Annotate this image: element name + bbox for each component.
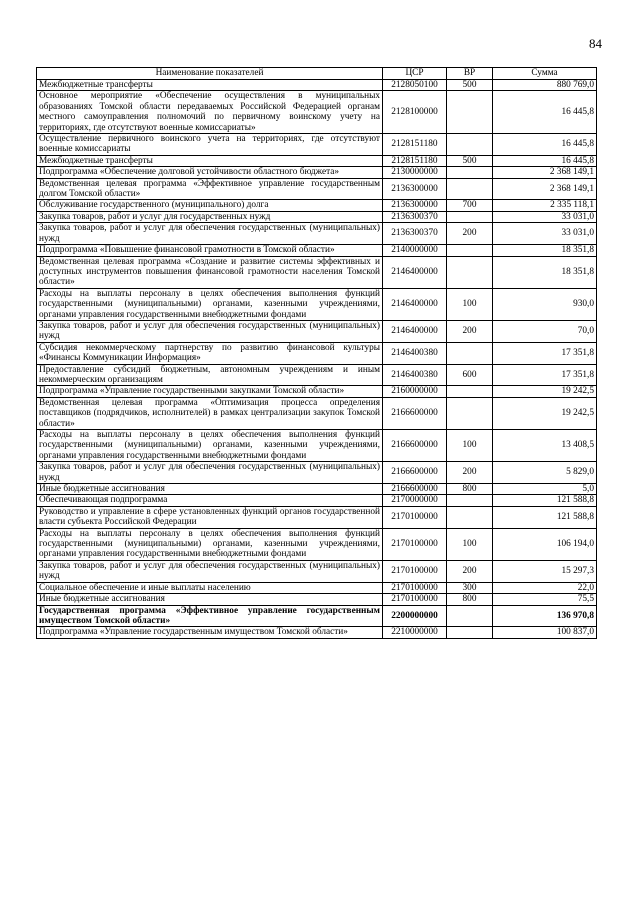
budget-table — [36, 67, 597, 639]
row-name-cell: Ведомственная целевая программа «Создание и развитие системы эффективных и доступных инструментов повышения финансовой грамотности населения Томской области» — [37, 256, 383, 288]
table-row — [37, 495, 597, 506]
row-sum-cell: 16 445,8 — [493, 155, 597, 166]
table-row — [37, 256, 597, 288]
row-name-cell: Обслуживание государственного (муниципального) долга — [37, 200, 383, 211]
row-name-cell: Предоставление субсидий бюджетным, автономным учреждениям и иным некоммерческим организациям — [37, 364, 383, 386]
table-row — [37, 560, 597, 582]
row-sum-cell: 2 368 149,1 — [493, 178, 597, 200]
row-sum-cell: 100 837,0 — [493, 627, 597, 638]
row-name-cell: Субсидия некоммерческому партнерству по развитию финансовой культуры «Финансы Коммуникации Информация» — [37, 342, 383, 364]
row-vr-cell — [447, 627, 493, 638]
row-vr-cell: 100 — [447, 288, 493, 320]
row-vr-cell — [447, 342, 493, 364]
row-sum-cell: 121 588,8 — [493, 506, 597, 528]
row-vr-cell: 100 — [447, 528, 493, 560]
row-csr-cell: 2166600000 — [383, 397, 447, 429]
row-csr-cell: 2170100000 — [383, 594, 447, 605]
row-name-cell: Подпрограмма «Управление государственным имуществом Томской области» — [37, 627, 383, 638]
table-row — [37, 200, 597, 211]
row-csr-cell: 2146400000 — [383, 288, 447, 320]
row-vr-cell — [447, 495, 493, 506]
row-sum-cell: 15 297,3 — [493, 560, 597, 582]
row-vr-cell: 500 — [447, 80, 493, 91]
row-sum-cell: 16 445,8 — [493, 91, 597, 134]
row-name-cell: Расходы на выплаты персоналу в целях обеспечения выполнения функций государственными (муниципальными) органами, казенными учреждениями, органами управления государственными внебюджетными фондами — [37, 430, 383, 462]
row-name-cell: Социальное обеспечение и иные выплаты населению — [37, 582, 383, 593]
row-vr-cell — [447, 506, 493, 528]
row-csr-cell: 2166600000 — [383, 430, 447, 462]
row-vr-cell: 100 — [447, 430, 493, 462]
row-name-cell: Основное мероприятие «Обеспечение осуществления в муниципальных образованиях Томской области передаваемых Российской Федерацией органам местного самоуправления полномочий по первичному воинскому учету на территориях, где отсутствуют военные комиссариаты» — [37, 91, 383, 134]
row-csr-cell: 2166600000 — [383, 484, 447, 495]
page-number: 84 — [589, 36, 602, 51]
table-row — [37, 134, 597, 156]
row-name-cell: Межбюджетные трансферты — [37, 155, 383, 166]
table-row — [37, 386, 597, 397]
row-csr-cell: 2146400380 — [383, 364, 447, 386]
row-name-cell: Закупка товаров, работ и услуг для государственных нужд — [37, 211, 383, 222]
table-row — [37, 430, 597, 462]
table-row — [37, 397, 597, 429]
row-vr-cell — [447, 397, 493, 429]
row-name-cell: Закупка товаров, работ и услуг для обеспечения государственных (муниципальных) нужд — [37, 320, 383, 342]
row-sum-cell: 136 970,8 — [493, 605, 597, 627]
row-csr-cell: 2146400000 — [383, 320, 447, 342]
row-sum-cell: 18 351,8 — [493, 245, 597, 256]
row-vr-cell — [447, 91, 493, 134]
row-vr-cell: 200 — [447, 462, 493, 484]
row-vr-cell: 700 — [447, 200, 493, 211]
row-csr-cell: 2170100000 — [383, 582, 447, 593]
row-csr-cell: 2130000000 — [383, 167, 447, 178]
row-csr-cell: 2128151180 — [383, 134, 447, 156]
row-vr-cell — [447, 256, 493, 288]
table-row — [37, 484, 597, 495]
table-row — [37, 80, 597, 91]
header-sum: Сумма — [493, 68, 597, 80]
header-csr: ЦСР — [383, 68, 447, 80]
row-sum-cell: 17 351,8 — [493, 342, 597, 364]
row-sum-cell: 19 242,5 — [493, 386, 597, 397]
row-csr-cell: 2170100000 — [383, 506, 447, 528]
row-name-cell: Подпрограмма «Обеспечение долговой устойчивости областного бюджета» — [37, 167, 383, 178]
table-row — [37, 594, 597, 605]
row-csr-cell: 2160000000 — [383, 386, 447, 397]
row-csr-cell: 2146400000 — [383, 256, 447, 288]
row-sum-cell: 880 769,0 — [493, 80, 597, 91]
row-name-cell: Расходы на выплаты персоналу в целях обеспечения выполнения функций государственными (муниципальными) органами, казенными учреждениями, органами управления государственными внебюджетными фондами — [37, 528, 383, 560]
row-csr-cell: 2136300370 — [383, 223, 447, 245]
row-sum-cell: 2 368 149,1 — [493, 167, 597, 178]
row-name-cell: Ведомственная целевая программа «Оптимизация процесса определения поставщиков (подрядчиков, исполнителей) в рамках централизации закупок Томской области» — [37, 397, 383, 429]
row-name-cell: Закупка товаров, работ и услуг для обеспечения государственных (муниципальных) нужд — [37, 560, 383, 582]
table-row — [37, 627, 597, 638]
row-csr-cell: 2170100000 — [383, 560, 447, 582]
table-row — [37, 155, 597, 166]
table-row — [37, 211, 597, 222]
row-name-cell: Иные бюджетные ассигнования — [37, 484, 383, 495]
row-csr-cell: 2146400380 — [383, 342, 447, 364]
row-sum-cell: 5,0 — [493, 484, 597, 495]
table-header-row — [37, 68, 597, 80]
row-sum-cell: 33 031,0 — [493, 211, 597, 222]
row-vr-cell: 500 — [447, 155, 493, 166]
row-name-cell: Иные бюджетные ассигнования — [37, 594, 383, 605]
row-sum-cell: 75,5 — [493, 594, 597, 605]
row-sum-cell: 19 242,5 — [493, 397, 597, 429]
table-row — [37, 91, 597, 134]
table-row — [37, 364, 597, 386]
row-vr-cell: 200 — [447, 560, 493, 582]
row-vr-cell: 200 — [447, 223, 493, 245]
row-sum-cell: 2 335 118,1 — [493, 200, 597, 211]
row-csr-cell: 2166600000 — [383, 462, 447, 484]
table-row — [37, 582, 597, 593]
row-vr-cell — [447, 386, 493, 397]
row-csr-cell: 2170000000 — [383, 495, 447, 506]
row-csr-cell: 2136300000 — [383, 200, 447, 211]
row-vr-cell: 200 — [447, 320, 493, 342]
row-name-cell: Закупка товаров, работ и услуг для обеспечения государственных (муниципальных) нужд — [37, 223, 383, 245]
header-name: Наименование показателей — [37, 68, 383, 80]
row-csr-cell: 2128100000 — [383, 91, 447, 134]
row-sum-cell: 16 445,8 — [493, 134, 597, 156]
row-name-cell: Осуществление первичного воинского учета на территориях, где отсутствуют военные комиссариаты — [37, 134, 383, 156]
row-csr-cell: 2170100000 — [383, 528, 447, 560]
row-csr-cell: 2136300000 — [383, 178, 447, 200]
table-body — [37, 80, 597, 639]
row-vr-cell — [447, 178, 493, 200]
row-sum-cell: 18 351,8 — [493, 256, 597, 288]
table-row — [37, 178, 597, 200]
table-row — [37, 223, 597, 245]
row-vr-cell: 600 — [447, 364, 493, 386]
row-name-cell: Руководство и управление в сфере установленных функций органов государственной власти субъекта Российской Федерации — [37, 506, 383, 528]
row-name-cell: Подпрограмма «Управление государственными закупками Томской области» — [37, 386, 383, 397]
row-sum-cell: 930,0 — [493, 288, 597, 320]
row-vr-cell — [447, 134, 493, 156]
row-name-cell: Расходы на выплаты персоналу в целях обеспечения выполнения функций государственными (муниципальными) органами, казенными учреждениями, органами управления государственными внебюджетными фондами — [37, 288, 383, 320]
row-vr-cell: 800 — [447, 594, 493, 605]
row-csr-cell: 2140000000 — [383, 245, 447, 256]
table-row — [37, 245, 597, 256]
row-sum-cell: 5 829,0 — [493, 462, 597, 484]
header-vr: ВР — [447, 68, 493, 80]
row-csr-cell: 2200000000 — [383, 605, 447, 627]
row-csr-cell: 2128050100 — [383, 80, 447, 91]
row-sum-cell: 70,0 — [493, 320, 597, 342]
row-sum-cell: 121 588,8 — [493, 495, 597, 506]
table-row — [37, 288, 597, 320]
row-vr-cell — [447, 245, 493, 256]
row-csr-cell: 2128151180 — [383, 155, 447, 166]
table-row — [37, 528, 597, 560]
row-name-cell: Подпрограмма «Повышение финансовой грамотности в Томской области» — [37, 245, 383, 256]
table-row — [37, 605, 597, 627]
row-csr-cell: 2136300370 — [383, 211, 447, 222]
row-name-cell: Обеспечивающая подпрограмма — [37, 495, 383, 506]
table-row — [37, 506, 597, 528]
row-name-cell: Межбюджетные трансферты — [37, 80, 383, 91]
table-row — [37, 167, 597, 178]
row-sum-cell: 22,0 — [493, 582, 597, 593]
row-sum-cell: 17 351,8 — [493, 364, 597, 386]
row-vr-cell — [447, 211, 493, 222]
table-row — [37, 462, 597, 484]
row-vr-cell: 800 — [447, 484, 493, 495]
row-name-cell: Ведомственная целевая программа «Эффективное управление государственным долгом Томской области» — [37, 178, 383, 200]
row-csr-cell: 2210000000 — [383, 627, 447, 638]
table-row — [37, 320, 597, 342]
row-vr-cell — [447, 605, 493, 627]
row-sum-cell: 13 408,5 — [493, 430, 597, 462]
row-sum-cell: 106 194,0 — [493, 528, 597, 560]
row-sum-cell: 33 031,0 — [493, 223, 597, 245]
table-row — [37, 342, 597, 364]
row-name-cell: Государственная программа «Эффективное управление государственным имуществом Томской области» — [37, 605, 383, 627]
row-vr-cell — [447, 167, 493, 178]
row-vr-cell: 300 — [447, 582, 493, 593]
row-name-cell: Закупка товаров, работ и услуг для обеспечения государственных (муниципальных) нужд — [37, 462, 383, 484]
